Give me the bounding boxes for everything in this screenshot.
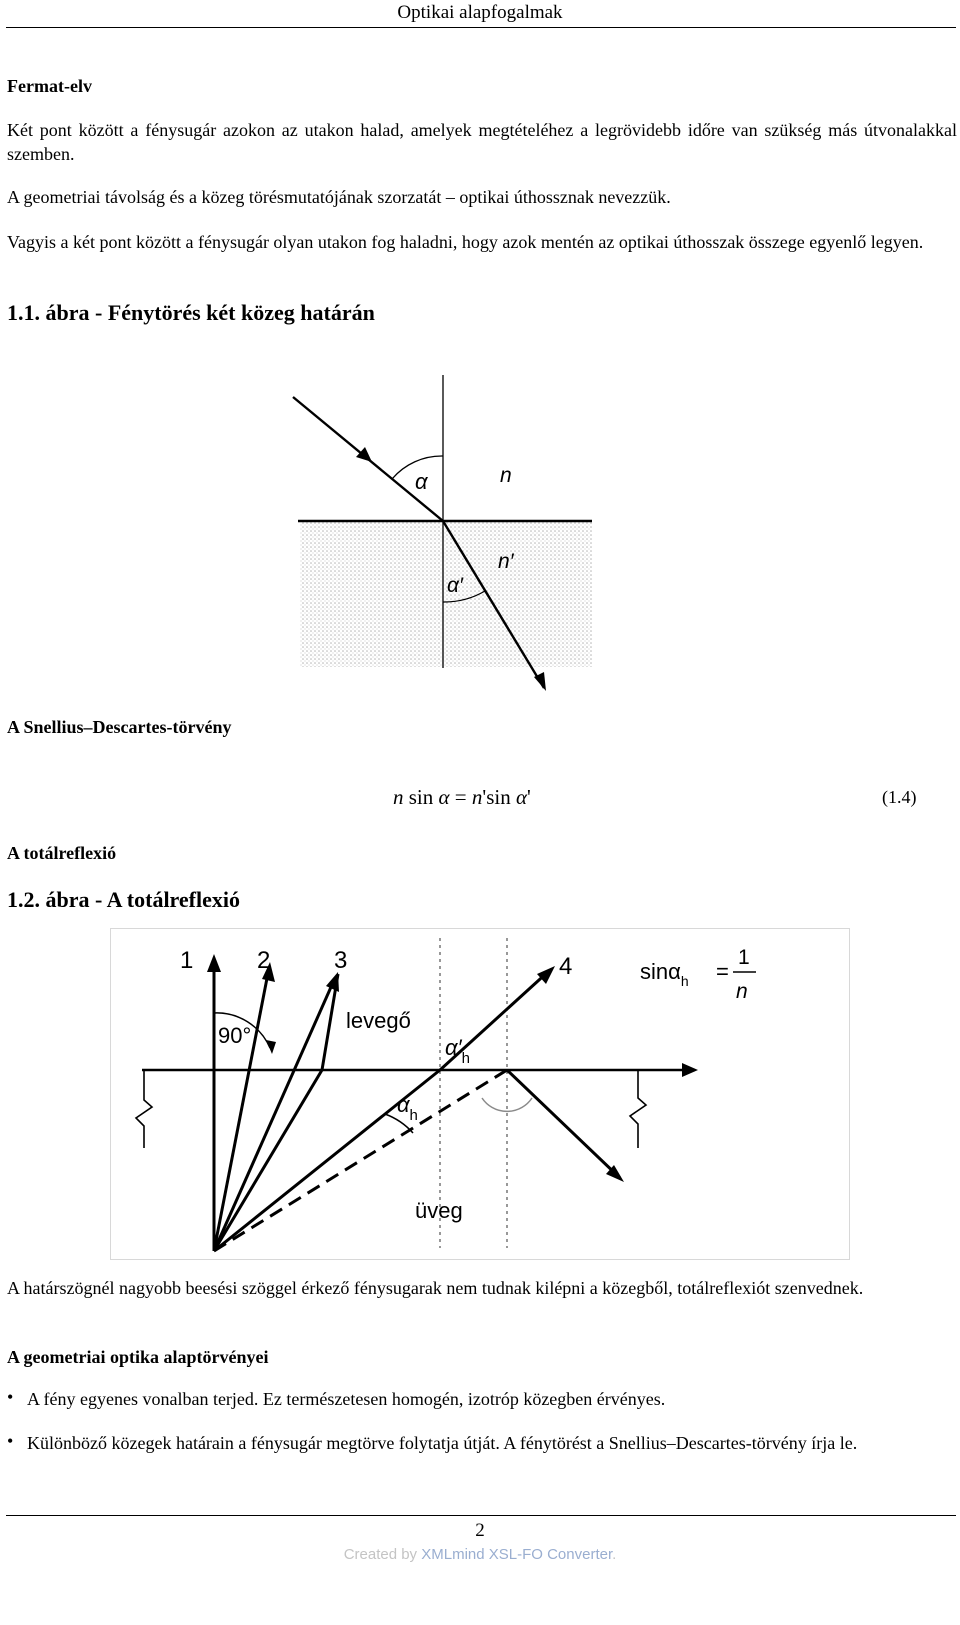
ray-2-label: 2 <box>257 947 271 974</box>
angle-90-label: 90° <box>218 1023 252 1048</box>
alpha-h-label: $\alpha_h$ <box>397 1092 418 1124</box>
eq-n-2: n <box>471 785 483 809</box>
list-item <box>0 1387 960 1417</box>
ray-4-label: 4 <box>559 953 573 980</box>
bullet-marker: • <box>7 1431 14 1451</box>
glass-medium-area <box>300 522 592 667</box>
eq-prime-2: ' <box>526 785 531 809</box>
total-reflection-figure <box>110 928 850 1260</box>
label-alpha-prime: α′ <box>447 574 463 597</box>
ray-1-label: 1 <box>180 947 194 974</box>
footer-rule <box>6 1515 956 1516</box>
snell-law-heading: A Snellius–Descartes-törvény <box>7 717 232 737</box>
section-heading-fermat: Fermat-elv <box>7 76 92 96</box>
figure-1-title: 1.1. ábra - Fénytörés két közeg határán <box>7 300 375 325</box>
paragraph-fermat-3: Vagyis a két pont között a fénysugár olyan utakon fog haladni, hogy azok mentén az optikai úthosszak összege egyenlő legyen. <box>7 232 924 252</box>
incident-ray-arrow <box>356 447 372 462</box>
air-label: levegő <box>346 1008 411 1033</box>
paragraph-fermat-1: Két pont között a fénysugár azokon az utakon halad, amelyek megtételéhez a legrövidebb időre van szükség más útvonalakkal szemben. <box>7 120 957 164</box>
header-rule <box>6 27 956 28</box>
figure-2-title: 1.2. ábra - A totálreflexió <box>7 887 240 912</box>
eq-alpha-1: α <box>438 785 450 809</box>
bullet-marker: • <box>7 1387 14 1407</box>
footer-credit: Created by XMLmind XSL-FO Converter. <box>343 1546 617 1563</box>
label-alpha: α <box>415 469 428 494</box>
eq-alpha-2: α <box>515 785 527 809</box>
list-item-text: A fény egyenes vonalban terjed. Ez természetesen homogén, izotróp közegben érvényes. <box>27 1389 666 1409</box>
refraction-figure <box>290 370 600 700</box>
formula-equals: = <box>716 959 729 984</box>
label-n-prime: n′ <box>498 550 514 573</box>
eq-sin-1: sin <box>408 785 434 809</box>
eq-sin-2: sin <box>486 785 511 809</box>
snell-equation <box>393 785 531 810</box>
equation-number: (1.4) <box>882 787 917 807</box>
ray-3-label: 3 <box>334 947 348 974</box>
formula-denominator: n <box>736 980 748 1003</box>
formula-numerator: 1 <box>738 946 750 969</box>
label-n: n <box>500 464 512 487</box>
basic-laws-heading: A geometriai optika alaptörvényei <box>7 1347 269 1367</box>
total-reflection-heading: A totálreflexió <box>7 843 117 863</box>
list-item-text: Különböző közegek határain a fénysugár megtörve folytatja útját. A fénytörést a Snellius–Descartes-törvény írja le. <box>27 1433 858 1453</box>
alpha-h-prime-label: $\alpha'_h$ <box>445 1035 471 1067</box>
eq-n-1: n <box>393 785 404 809</box>
paragraph-fermat-2: A geometriai távolság és a közeg törésmutatójának szorzatát – optikai úthossznak nevezzük. <box>7 187 671 207</box>
page-header-title: Optikai alapfogalmak <box>397 2 563 23</box>
formula-sin-alpha: sinα$_h$ <box>640 959 689 989</box>
converter-link[interactable]: XMLmind XSL-FO Converter <box>421 1546 613 1563</box>
list-item <box>0 1431 960 1485</box>
paragraph-total-reflection: A határszögnél nagyobb beesési szöggel érkező fénysugarak nem tudnak kilépni a közegből, totálreflexiót szenvednek. <box>7 1278 864 1298</box>
eq-equals: = <box>454 785 467 809</box>
page-number: 2 <box>475 1520 485 1541</box>
glass-label: üveg <box>415 1198 463 1223</box>
eq-prime: ' <box>482 785 487 809</box>
